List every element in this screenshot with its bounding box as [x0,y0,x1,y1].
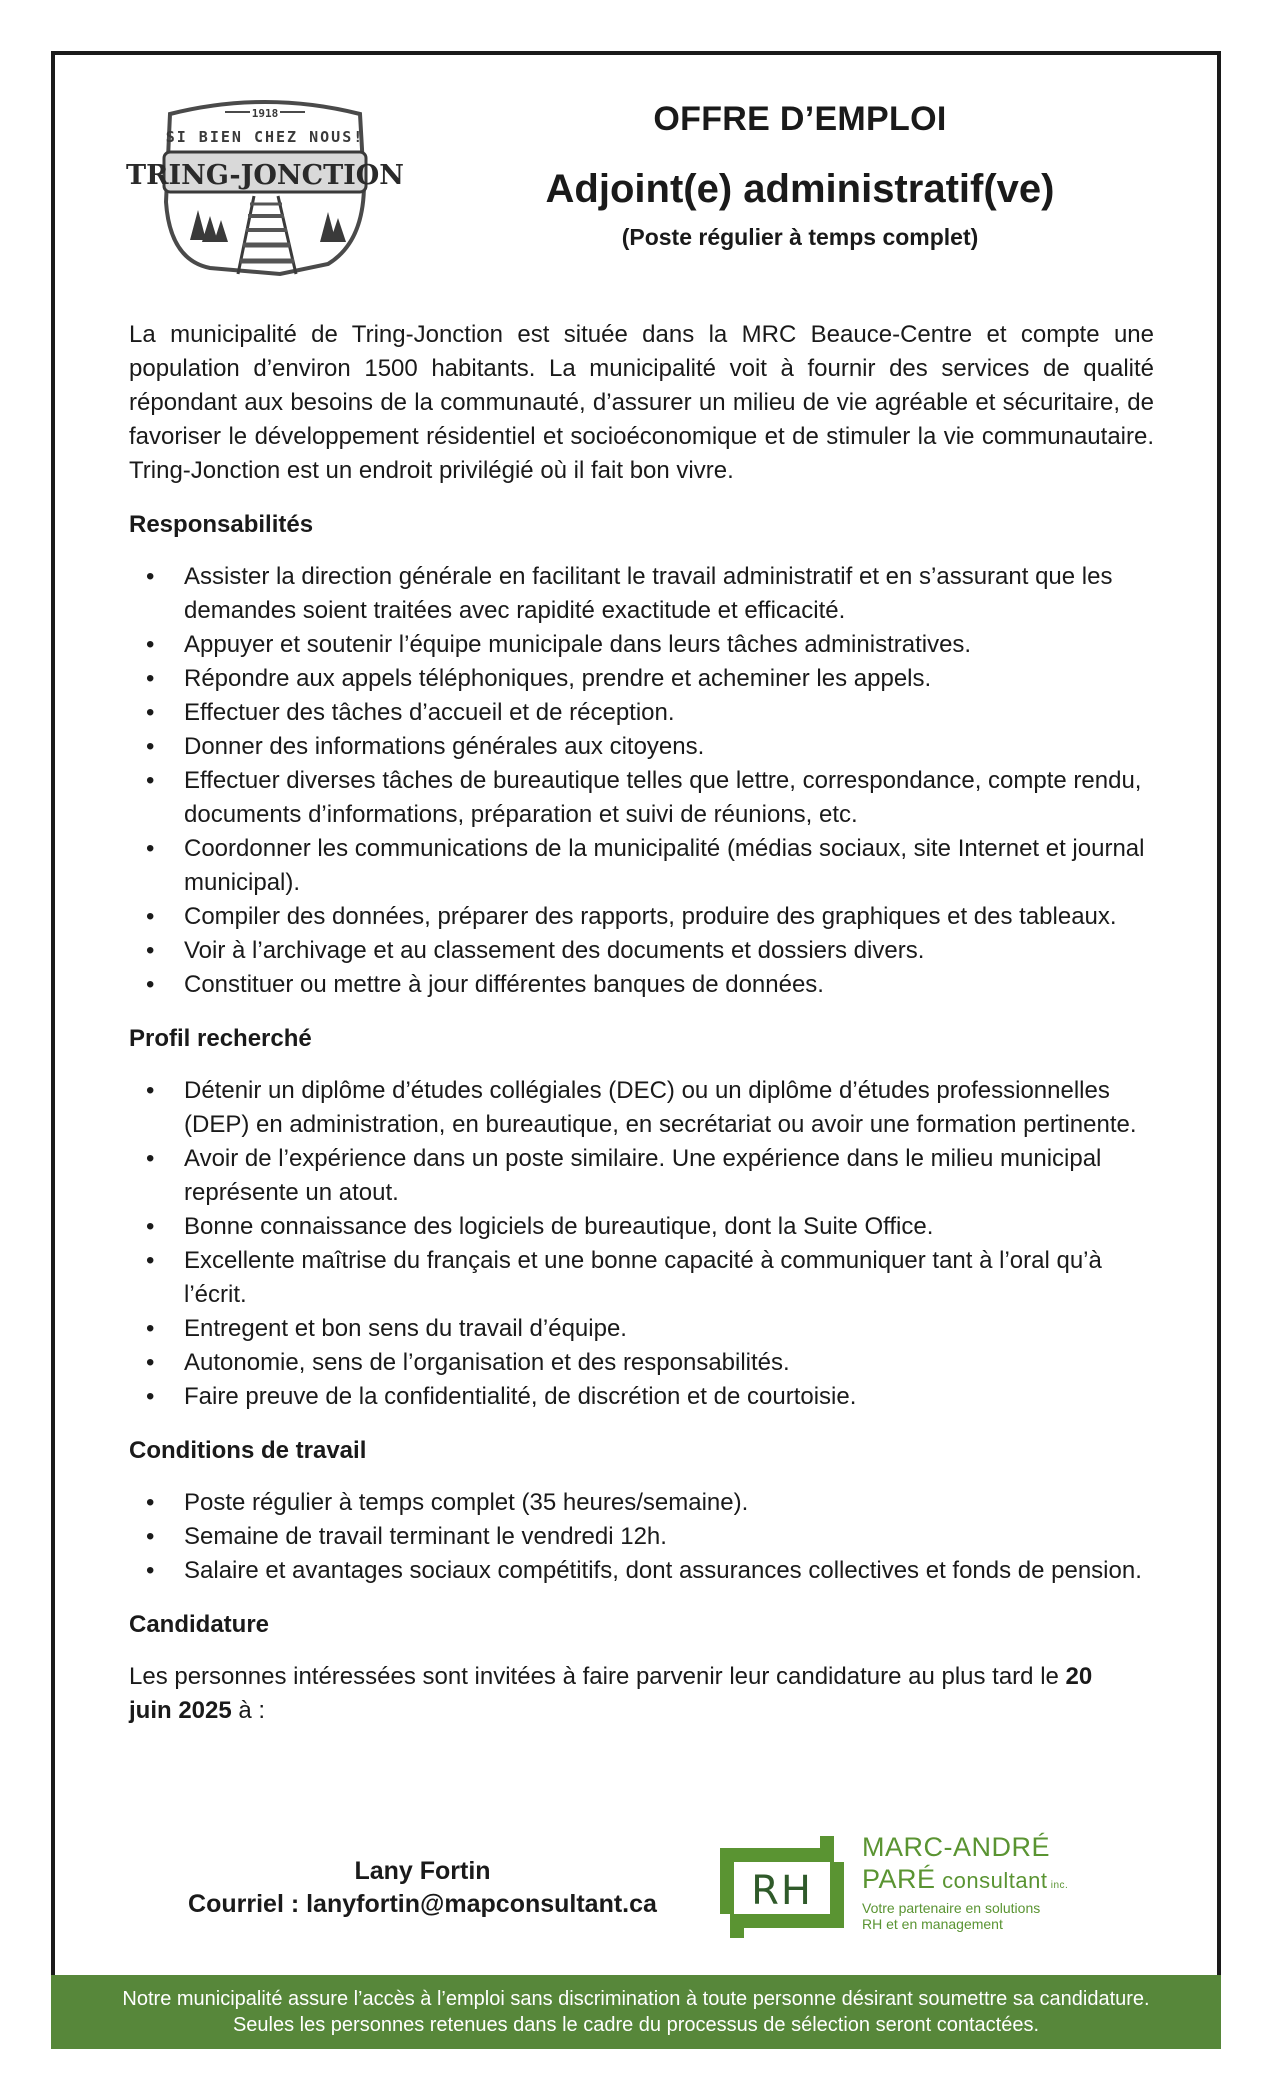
list-item: • Assister la direction générale en facilitant le travail administratif et en s’assurant que les demandes soient traitées avec rapidité exactitude et efficacité. [184,560,1154,628]
logo-name: TRING-JONCTION [126,160,404,191]
list-item: • Répondre aux appels téléphoniques, prendre et acheminer les appels. [184,662,1154,696]
profil-list [129,1074,1154,1414]
list-item: • Excellente maîtrise du français et une bonne capacité à communiquer tant à l’oral qu’à l’écrit. [184,1244,1154,1312]
candidature-text [129,1660,1109,1728]
logo-motto: SI BIEN CHEZ NOUS! [165,128,365,146]
candidature-text-after: à : [231,1697,266,1724]
list-item: • Appuyer et soutenir l’équipe municipale dans leurs tâches administratives. [184,628,1154,662]
list-item: • Effectuer diverses tâches de bureautique telles que lettre, correspondance, compte rendu, documents d’informations, préparation et suivi de réunions, etc. [184,764,1154,832]
contact-name: Lany Fortin [354,1857,491,1885]
footer-line-2: Seules les personnes retenues dans le cadre du processus de sélection seront contactées. [232,2014,1040,2036]
list-item: • Poste régulier à temps complet (35 heures/semaine). [184,1486,1154,1520]
job-title: Adjoint(e) administratif(ve) [545,167,1055,211]
contact-block [150,1855,695,1921]
logo-year: 1918 [251,107,279,120]
consultant-name-line2 [862,1864,1068,1895]
header [510,100,1090,251]
list-item: • Détenir un diplôme d’études collégiales (DEC) ou un diplôme d’études professionnelles (DEP) en administration, en bureautique, en secrétariat ou avoir une formation pertinente. [184,1074,1154,1142]
list-item: • Autonomie, sens de l’organisation et des responsabilités. [184,1346,1154,1380]
main-content [129,318,1154,1728]
list-item: • Donner des informations générales aux citoyens. [184,730,1154,764]
list-item: • Entregent et bon sens du travail d’équipe. [184,1312,1154,1346]
list-item: • Bonne connaissance des logiciels de bureautique, dont la Suite Office. [184,1210,1154,1244]
list-item: • Faire preuve de la confidentialité, de discrétion et de courtoisie. [184,1380,1154,1414]
candidature-text-before: Les personnes intéressées sont invitées à faire parvenir leur candidature au plus tard le [129,1663,1066,1690]
intro-paragraph: La municipalité de Tring-Jonction est située dans la MRC Beauce-Centre et compte une population d’environ 1500 habitants. La municipalité voit à fournir des services de qualité répondant aux besoins de la communauté, d’assurer un milieu de vie agréable et sécuritaire, de favoriser le développement résidentiel et socioéconomique et de stimuler la vie communautaire. Tring-Jonction est un endroit privilégié où il fait bon vivre. [129,321,1154,484]
deadline-date: 20 juin 2025 [129,1663,1093,1724]
list-item: • Compiler des données, préparer des rapports, produire des graphiques et des tableaux. [184,900,1154,934]
offer-heading: OFFRE D’EMPLOI [653,100,947,138]
job-subtitle: (Poste régulier à temps complet) [621,224,979,250]
list-item: • Semaine de travail terminant le vendredi 12h. [184,1520,1154,1554]
conditions-list [129,1486,1154,1588]
consultant-name-line1: MARC-ANDRÉ [862,1832,1051,1862]
consultant-logo [712,1832,1072,1942]
rh-monogram-icon [712,1832,852,1942]
list-item: • Salaire et avantages sociaux compétitifs, dont assurances collectives et fonds de pension. [184,1554,1154,1588]
list-item: • Avoir de l’expérience dans un poste similaire. Une expérience dans le milieu municipal représente un atout. [184,1142,1154,1210]
tring-jonction-logo [126,92,404,277]
rh-monogram-text: RH [751,1868,813,1914]
list-item: • Voir à l’archivage et au classement des documents et dossiers divers. [184,934,1154,968]
contact-email[interactable]: Courriel : lanyfortin@mapconsultant.ca [188,1890,657,1918]
footer-line-1: Notre municipalité assure l’accès à l’emploi sans discrimination à toute personne désirant soumettre sa candidature. [122,1988,1150,2010]
responsabilites-list [129,560,1154,1002]
list-item: • Constituer ou mettre à jour différentes banques de données. [184,968,1154,1002]
list-item: • Effectuer des tâches d’accueil et de réception. [184,696,1154,730]
consultant-name-tiny: inc. [1047,1880,1069,1891]
consultant-tagline-1: Votre partenaire en solutions [862,1900,1041,1916]
section-title-conditions: Conditions de travail [129,1437,367,1464]
section-title-responsabilites: Responsabilités [129,511,314,538]
footer-banner [51,1975,1221,2049]
consultant-name-big: PARÉ [862,1864,936,1894]
consultant-name-small: consultant [935,1868,1048,1893]
section-title-candidature: Candidature [129,1611,270,1638]
consultant-tagline-2: RH et en management [862,1916,1003,1932]
list-item: • Coordonner les communications de la municipalité (médias sociaux, site Internet et journal municipal). [184,832,1154,900]
section-title-profil: Profil recherché [129,1025,312,1052]
